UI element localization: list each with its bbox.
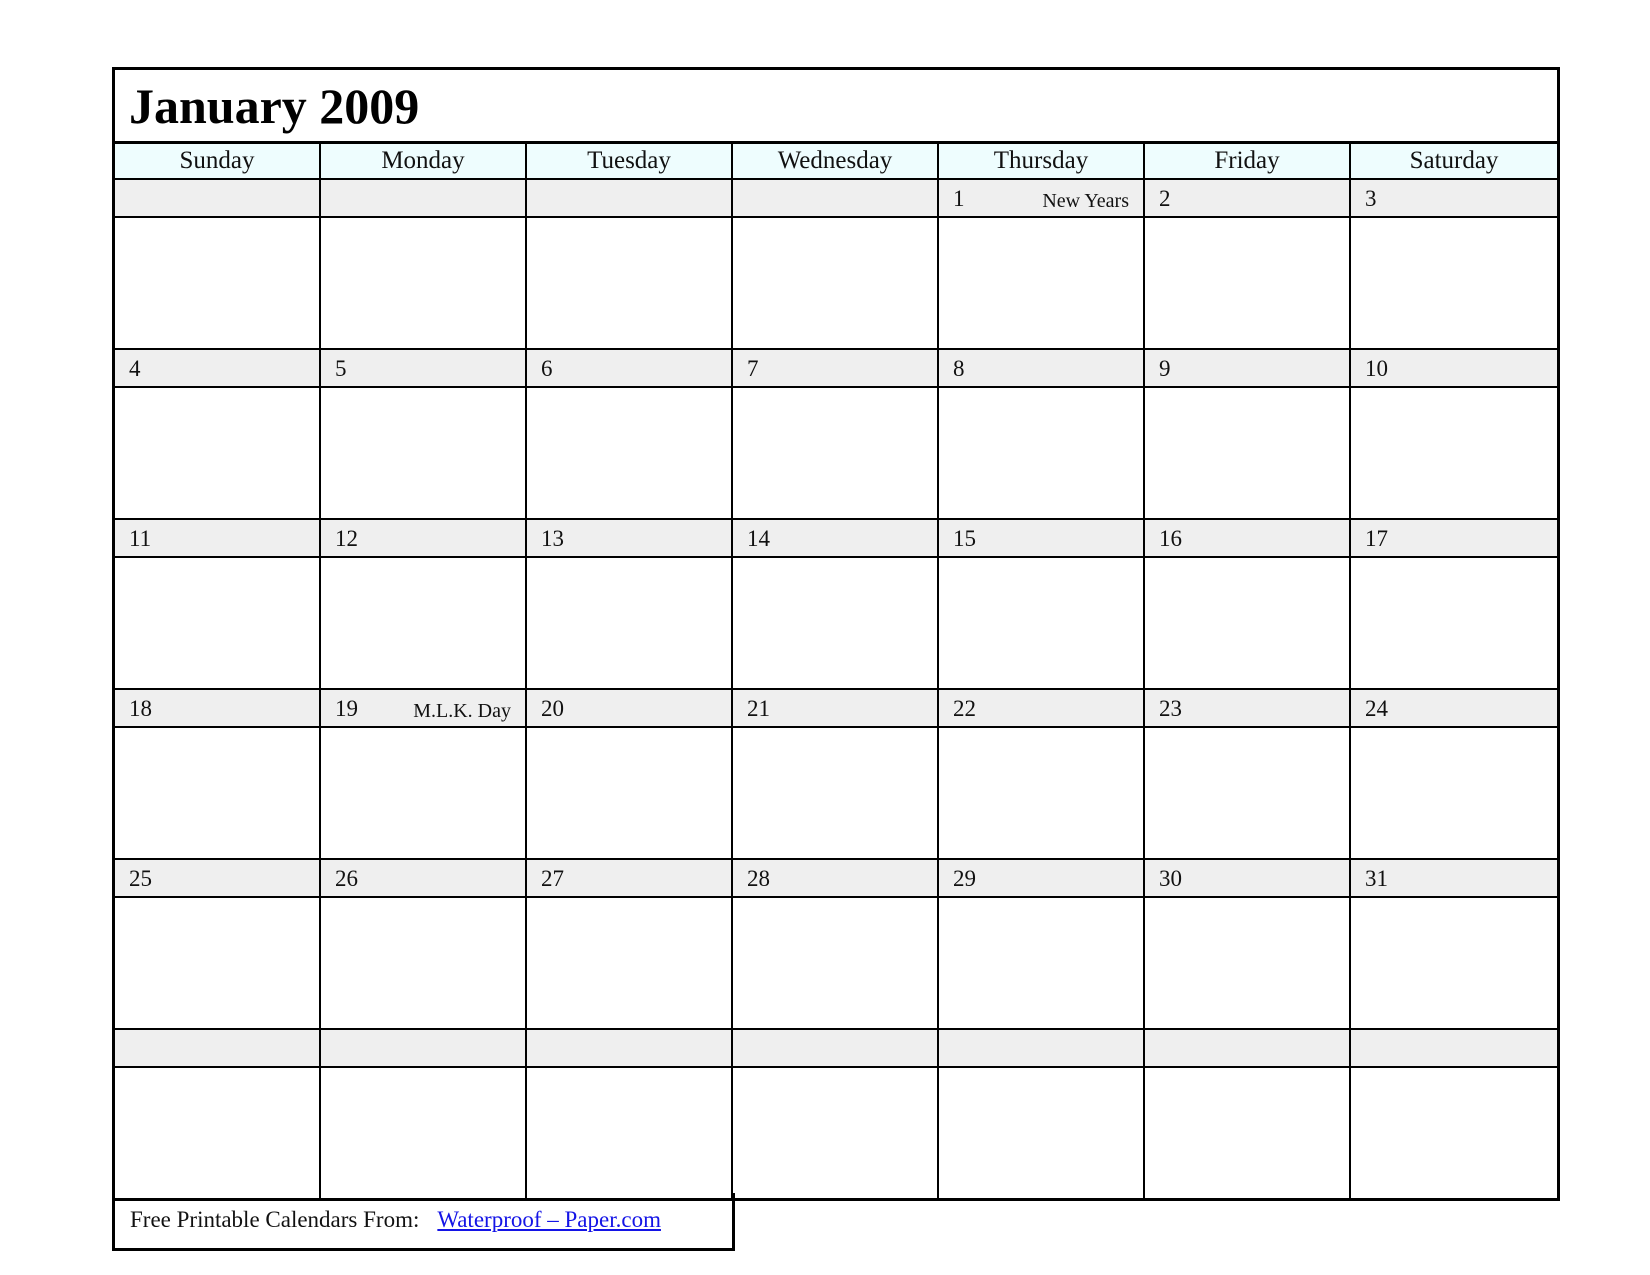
- day-notes-area[interactable]: [321, 1068, 525, 1198]
- day-cell[interactable]: [1351, 350, 1557, 518]
- day-notes-area[interactable]: [115, 218, 319, 348]
- date-strip: [527, 690, 731, 728]
- date-strip: [321, 180, 525, 218]
- holiday-label: New Years: [1042, 190, 1129, 212]
- day-cell[interactable]: [1351, 520, 1557, 688]
- date-strip: [733, 690, 937, 728]
- date-strip: [527, 860, 731, 898]
- holiday-label: M.L.K. Day: [413, 700, 511, 722]
- date-number: 25: [129, 866, 152, 891]
- day-notes-area[interactable]: [939, 728, 1143, 858]
- date-strip: [733, 520, 937, 558]
- date-strip: [1145, 350, 1349, 388]
- date-number: 28: [747, 866, 770, 891]
- date-number: 6: [541, 356, 553, 381]
- day-cell[interactable]: [115, 860, 321, 1028]
- date-strip: [527, 350, 731, 388]
- week-row: [115, 350, 1557, 520]
- date-number: 14: [747, 526, 770, 551]
- date-strip: [939, 180, 1143, 218]
- date-strip: [1145, 1030, 1349, 1068]
- day-notes-area[interactable]: [1145, 898, 1349, 1028]
- date-strip: [527, 520, 731, 558]
- day-notes-area[interactable]: [1351, 728, 1557, 858]
- day-notes-area[interactable]: [939, 218, 1143, 348]
- day-notes-area[interactable]: [1145, 218, 1349, 348]
- date-strip: [115, 690, 319, 728]
- day-notes-area[interactable]: [527, 898, 731, 1028]
- date-number: 8: [953, 356, 965, 381]
- day-notes-area[interactable]: [1351, 558, 1557, 688]
- day-cell[interactable]: [527, 520, 733, 688]
- date-strip: [1145, 690, 1349, 728]
- date-strip: [1351, 690, 1557, 728]
- day-cell[interactable]: [939, 180, 1145, 348]
- date-strip: [321, 1030, 525, 1068]
- day-notes-area[interactable]: [939, 558, 1143, 688]
- weekday-header-sunday: Sunday: [115, 144, 321, 178]
- week-row: [115, 860, 1557, 1030]
- day-notes-area[interactable]: [321, 558, 525, 688]
- date-strip: [1351, 860, 1557, 898]
- weekday-header-wednesday: Wednesday: [733, 144, 939, 178]
- day-notes-area[interactable]: [733, 898, 937, 1028]
- week-row: [115, 180, 1557, 350]
- day-cell[interactable]: [939, 860, 1145, 1028]
- day-notes-area[interactable]: [115, 1068, 319, 1198]
- calendar: [112, 67, 1560, 1201]
- date-number: 9: [1159, 356, 1171, 381]
- weeks-grid: [115, 180, 1557, 1198]
- day-cell[interactable]: [527, 350, 733, 518]
- date-number: 18: [129, 696, 152, 721]
- date-number: 2: [1159, 186, 1171, 211]
- date-number: 17: [1365, 526, 1388, 551]
- day-notes-area[interactable]: [1145, 728, 1349, 858]
- date-number: 5: [335, 356, 347, 381]
- day-notes-area[interactable]: [115, 728, 319, 858]
- day-cell[interactable]: [321, 180, 527, 348]
- date-number: 4: [129, 356, 141, 381]
- day-notes-area[interactable]: [733, 218, 937, 348]
- calendar-title: January 2009: [129, 78, 420, 134]
- date-number: 21: [747, 696, 770, 721]
- day-cell[interactable]: [321, 1030, 527, 1198]
- day-cell[interactable]: [733, 180, 939, 348]
- day-cell[interactable]: [939, 520, 1145, 688]
- date-number: 29: [953, 866, 976, 891]
- day-notes-area[interactable]: [1145, 558, 1349, 688]
- day-cell[interactable]: [115, 690, 321, 858]
- day-notes-area[interactable]: [1351, 898, 1557, 1028]
- day-cell[interactable]: [1145, 350, 1351, 518]
- day-notes-area[interactable]: [527, 388, 731, 518]
- weekday-header-friday: Friday: [1145, 144, 1351, 178]
- day-notes-area[interactable]: [321, 728, 525, 858]
- day-notes-area[interactable]: [1351, 1068, 1557, 1198]
- date-strip: [527, 180, 731, 218]
- date-strip: [321, 690, 525, 728]
- day-notes-area[interactable]: [733, 728, 937, 858]
- date-strip: [1351, 520, 1557, 558]
- day-cell[interactable]: [321, 350, 527, 518]
- day-cell[interactable]: [321, 690, 527, 858]
- day-cell[interactable]: [527, 180, 733, 348]
- day-cell[interactable]: [527, 690, 733, 858]
- footer-label: Free Printable Calendars From:: [130, 1207, 420, 1232]
- date-strip: [1351, 350, 1557, 388]
- date-strip: [115, 520, 319, 558]
- day-cell[interactable]: [1351, 1030, 1557, 1198]
- day-cell[interactable]: [1351, 180, 1557, 348]
- date-number: 15: [953, 526, 976, 551]
- day-notes-area[interactable]: [321, 898, 525, 1028]
- date-number: 22: [953, 696, 976, 721]
- date-strip: [939, 690, 1143, 728]
- day-cell[interactable]: [321, 520, 527, 688]
- date-strip: [115, 860, 319, 898]
- day-notes-area[interactable]: [733, 558, 937, 688]
- footer-credit: [112, 1193, 735, 1251]
- day-cell[interactable]: [733, 350, 939, 518]
- day-notes-area[interactable]: [321, 218, 525, 348]
- day-cell[interactable]: [1145, 180, 1351, 348]
- date-number: 12: [335, 526, 358, 551]
- waterproof-paper-link[interactable]: Waterproof – Paper.com: [437, 1207, 661, 1232]
- day-notes-area[interactable]: [527, 728, 731, 858]
- day-cell[interactable]: [115, 350, 321, 518]
- date-number: 30: [1159, 866, 1182, 891]
- date-number: 19: [335, 696, 358, 721]
- weekday-header-saturday: Saturday: [1351, 144, 1557, 178]
- day-cell[interactable]: [115, 180, 321, 348]
- date-number: 10: [1365, 356, 1388, 381]
- day-cell[interactable]: [733, 860, 939, 1028]
- date-strip: [939, 1030, 1143, 1068]
- date-strip: [115, 350, 319, 388]
- date-strip: [1145, 520, 1349, 558]
- date-number: 3: [1365, 186, 1377, 211]
- date-strip: [321, 350, 525, 388]
- weekday-header-tuesday: Tuesday: [527, 144, 733, 178]
- date-strip: [733, 1030, 937, 1068]
- week-row: [115, 1030, 1557, 1198]
- date-number: 23: [1159, 696, 1182, 721]
- day-notes-area[interactable]: [939, 898, 1143, 1028]
- date-strip: [733, 180, 937, 218]
- day-notes-area[interactable]: [1351, 388, 1557, 518]
- date-strip: [1145, 860, 1349, 898]
- weekday-header-row: [115, 144, 1557, 180]
- date-number: 11: [129, 526, 152, 551]
- day-cell[interactable]: [1145, 860, 1351, 1028]
- week-row: [115, 520, 1557, 690]
- day-cell[interactable]: [733, 690, 939, 858]
- date-strip: [939, 350, 1143, 388]
- day-notes-area[interactable]: [1145, 1068, 1349, 1198]
- day-notes-area[interactable]: [939, 1068, 1143, 1198]
- date-number: 24: [1365, 696, 1388, 721]
- day-notes-area[interactable]: [115, 388, 319, 518]
- date-strip: [939, 860, 1143, 898]
- date-number: 20: [541, 696, 564, 721]
- day-notes-area[interactable]: [321, 388, 525, 518]
- date-strip: [321, 860, 525, 898]
- date-strip: [733, 350, 937, 388]
- date-number: 16: [1159, 526, 1182, 551]
- day-cell[interactable]: [527, 1030, 733, 1198]
- date-number: 26: [335, 866, 358, 891]
- date-strip: [939, 520, 1143, 558]
- day-cell[interactable]: [527, 860, 733, 1028]
- day-notes-area[interactable]: [939, 388, 1143, 518]
- date-strip: [1351, 180, 1557, 218]
- day-notes-area[interactable]: [1351, 218, 1557, 348]
- day-cell[interactable]: [321, 860, 527, 1028]
- date-number: 7: [747, 356, 759, 381]
- date-number: 27: [541, 866, 564, 891]
- date-strip: [321, 520, 525, 558]
- date-strip: [115, 180, 319, 218]
- day-notes-area[interactable]: [115, 558, 319, 688]
- day-cell[interactable]: [939, 350, 1145, 518]
- day-cell[interactable]: [939, 690, 1145, 858]
- day-notes-area[interactable]: [1145, 388, 1349, 518]
- weekday-header-thursday: Thursday: [939, 144, 1145, 178]
- day-notes-area[interactable]: [527, 1068, 731, 1198]
- day-notes-area[interactable]: [733, 388, 937, 518]
- date-strip: [115, 1030, 319, 1068]
- day-cell[interactable]: [939, 1030, 1145, 1198]
- day-cell[interactable]: [1145, 520, 1351, 688]
- day-cell[interactable]: [733, 1030, 939, 1198]
- day-cell[interactable]: [115, 520, 321, 688]
- day-notes-area[interactable]: [527, 558, 731, 688]
- day-cell[interactable]: [1351, 860, 1557, 1028]
- day-cell[interactable]: [115, 1030, 321, 1198]
- day-cell[interactable]: [733, 520, 939, 688]
- day-cell[interactable]: [1145, 690, 1351, 858]
- title-bar: [115, 70, 1557, 144]
- date-number: 1: [953, 186, 965, 211]
- date-strip: [733, 860, 937, 898]
- date-strip: [1145, 180, 1349, 218]
- day-cell[interactable]: [1145, 1030, 1351, 1198]
- day-notes-area[interactable]: [527, 218, 731, 348]
- day-notes-area[interactable]: [115, 898, 319, 1028]
- date-number: 31: [1365, 866, 1388, 891]
- day-cell[interactable]: [1351, 690, 1557, 858]
- date-strip: [1351, 1030, 1557, 1068]
- day-notes-area[interactable]: [733, 1068, 937, 1198]
- week-row: [115, 690, 1557, 860]
- weekday-header-monday: Monday: [321, 144, 527, 178]
- date-strip: [527, 1030, 731, 1068]
- date-number: 13: [541, 526, 564, 551]
